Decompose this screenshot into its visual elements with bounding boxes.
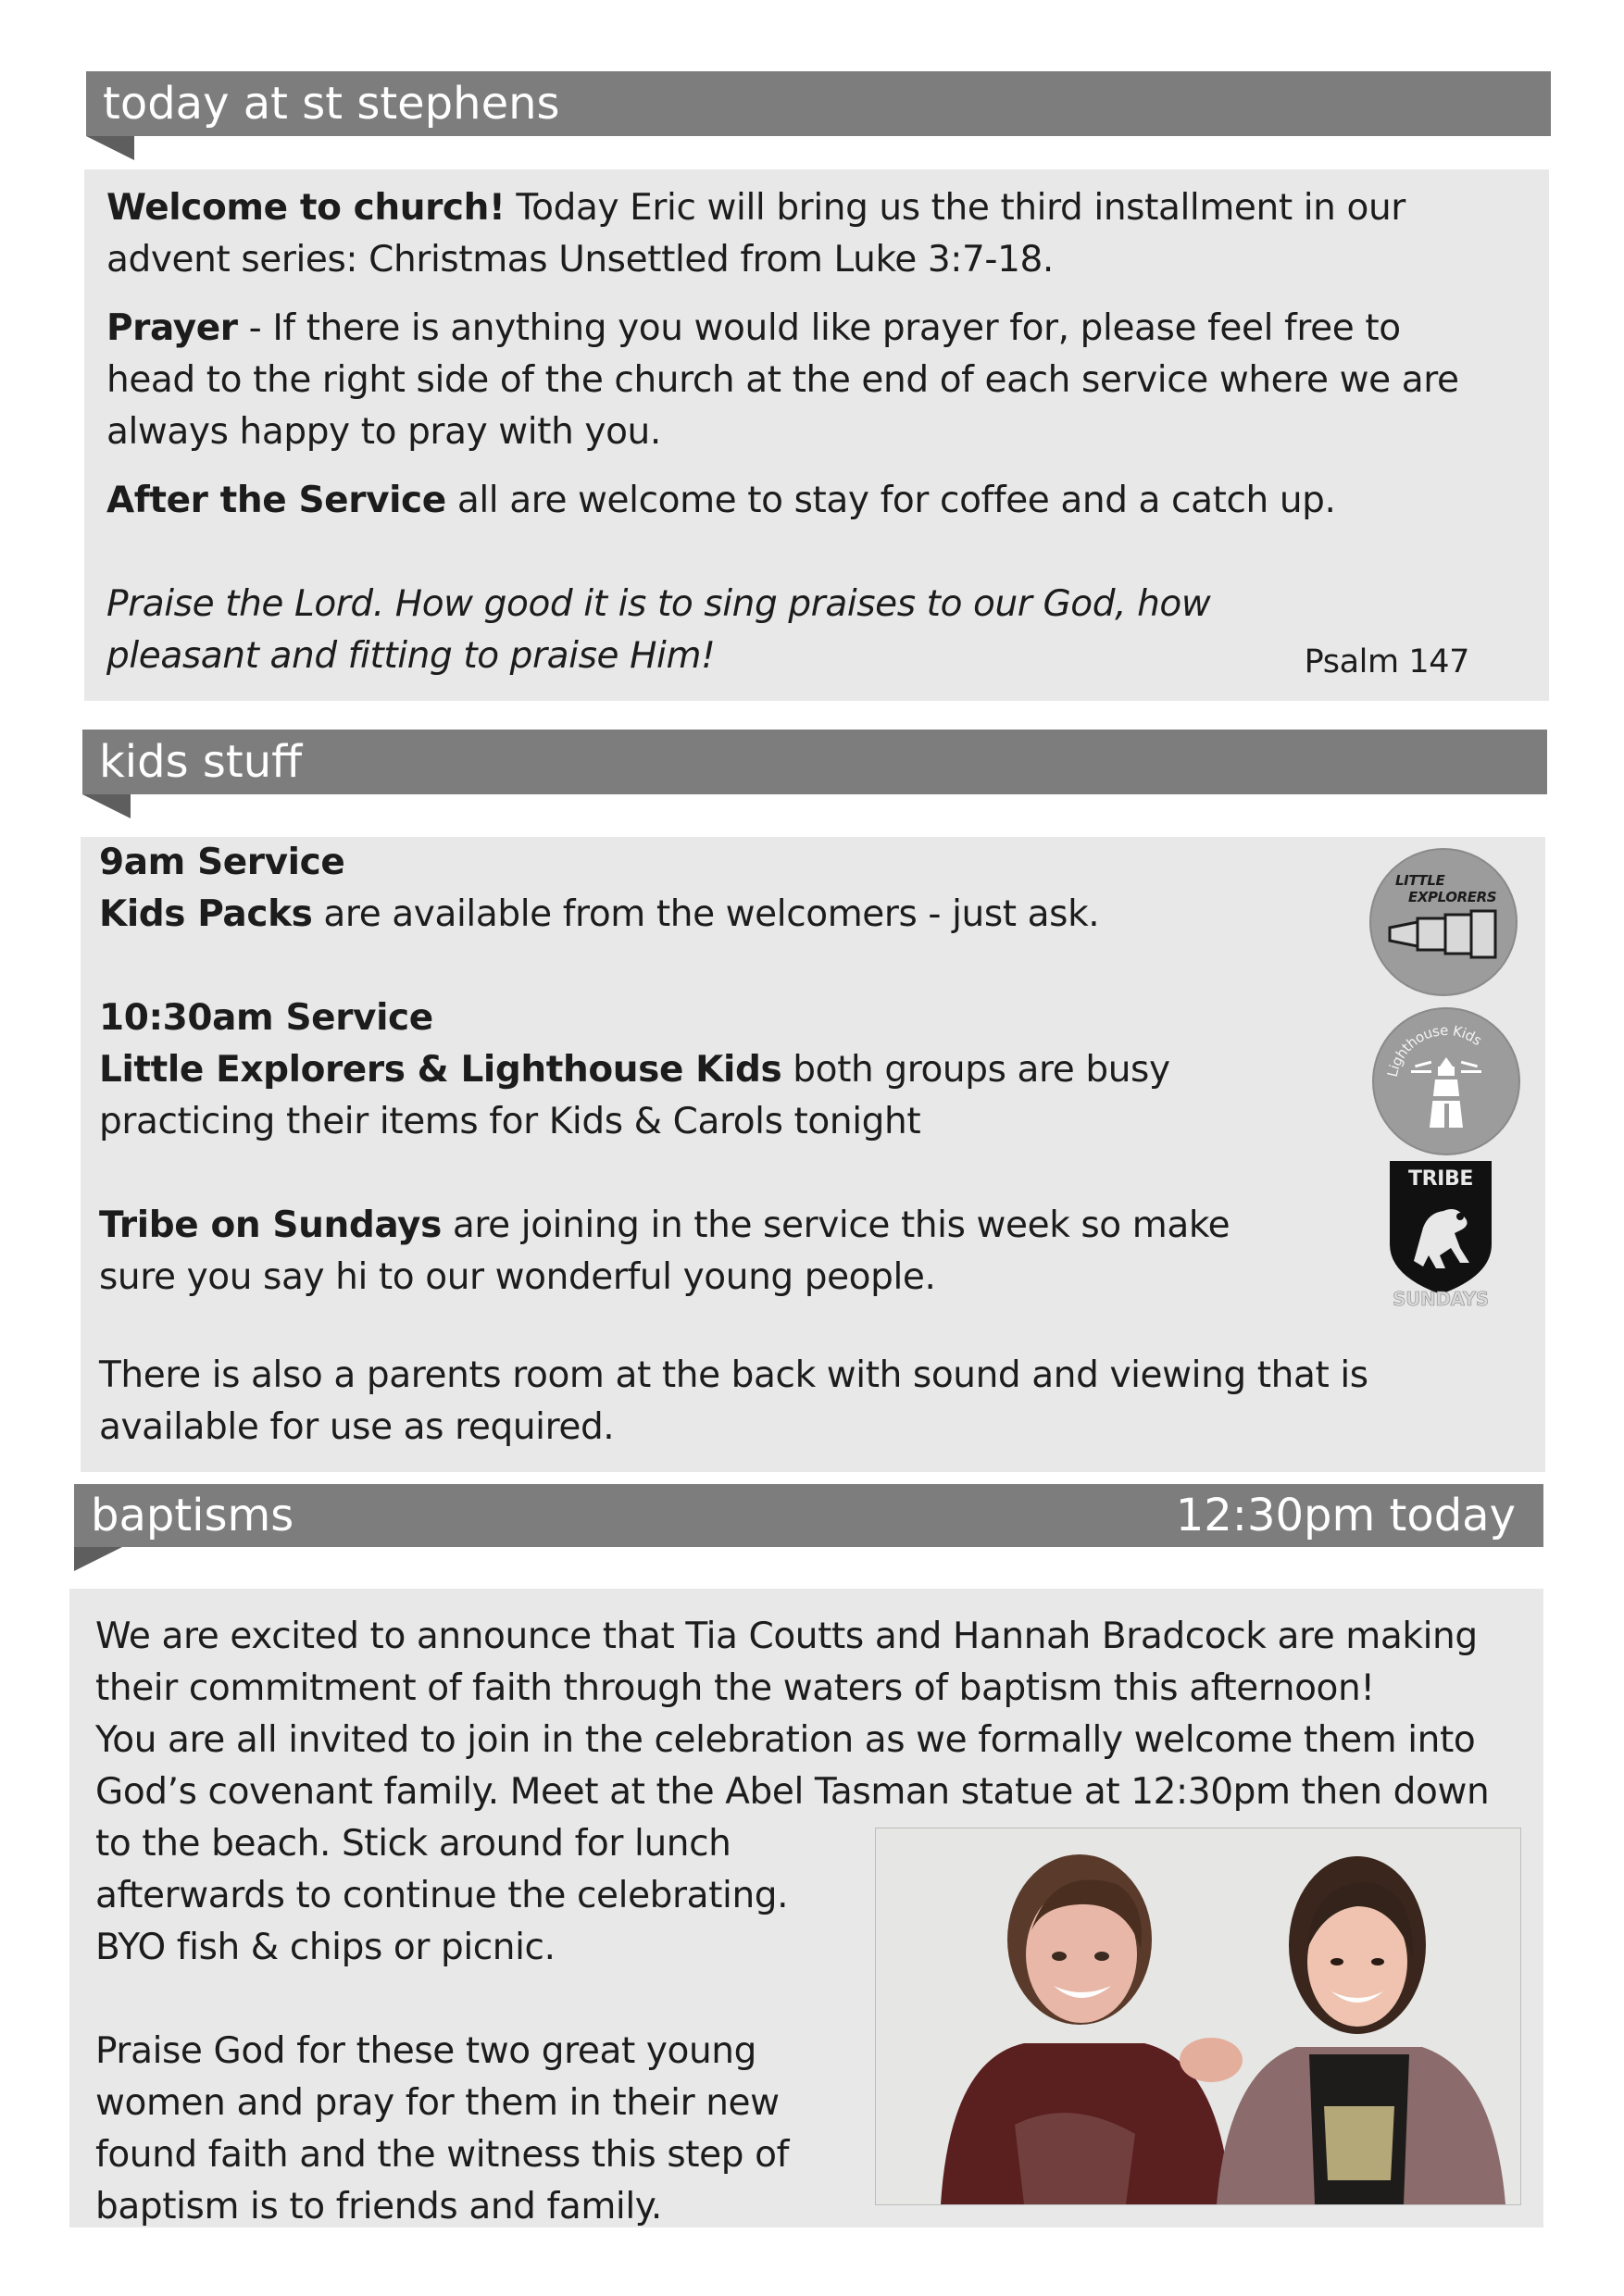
kids-packs-bold: Kids Packs: [99, 893, 313, 935]
kids-9am-block: [99, 837, 1314, 941]
welcome-text: Today Eric will bring us the third installment in our advent series: Christmas Unsettled from Luke 3:7-18.: [106, 187, 1405, 281]
lion-shield-icon: [1386, 1159, 1495, 1307]
header-fold-decoration: [82, 794, 131, 818]
after-service-paragraph: [106, 475, 1490, 527]
prayer-paragraph: [106, 303, 1490, 458]
section-header-baptisms: [74, 1484, 1543, 1547]
prayer-bold: Prayer: [106, 307, 238, 349]
kids-1030-block: [99, 992, 1314, 1148]
kids-groups-bold: Little Explorers & Lighthouse Kids: [99, 1049, 782, 1091]
welcome-bold: Welcome to church!: [106, 187, 506, 229]
two-women-photo-image: [876, 1828, 1520, 2204]
psalm-verse: [106, 579, 1490, 682]
lighthouse-icon: [1374, 1009, 1518, 1154]
little-explorers-logo: [1369, 848, 1518, 996]
svg-text:Lighthouse Kids: [1384, 1022, 1485, 1079]
tribe-text: are joining in the service this week so make sure you say hi to our wonderful young people.: [99, 1204, 1230, 1298]
baptism-candidates-photo: [875, 1828, 1521, 2205]
prayer-text: - If there is anything you would like prayer for, please feel free to head to the right side of the church at the end of each service where we are always happy to pray with you.: [106, 307, 1459, 453]
section-header-kids: [82, 730, 1547, 794]
after-service-text: all are welcome to stay for coffee and a catch up.: [445, 480, 1336, 521]
after-service-bold: After the Service: [106, 480, 446, 521]
parents-room-paragraph: [99, 1350, 1462, 1454]
baptism-announcement: [95, 1611, 1506, 1818]
tribe-logo-text: TRIBE: [1408, 1167, 1473, 1191]
section-title-kids: kids stuff: [99, 736, 303, 788]
tribe-sundays-logo: [1386, 1159, 1495, 1307]
tribe-sundays-text: SUNDAYS: [1393, 1288, 1489, 1307]
kids-9am-heading: 9am Service: [99, 842, 345, 883]
panel-baptisms: [69, 1589, 1543, 2227]
lighthouse-kids-logo: [1372, 1007, 1520, 1155]
psalm-reference: Psalm 147: [1304, 643, 1469, 680]
tribe-block: [99, 1200, 1314, 1304]
kids-packs-text: are available from the welcomers - just ask.: [312, 893, 1100, 935]
kids-groups-text: both groups are busy practicing their items for Kids & Carols tonight: [99, 1049, 1170, 1142]
baptism-para2: You are all invited to join in the celebration as we formally welcome them into God’s covenant family. Meet at the Abel Tasman statue at 12:30pm then down: [95, 1719, 1490, 1813]
baptism-para2-rest: to the beach. Stick around for lunch afterwards to continue the celebrating. BYO fish & chips or picnic.: [95, 1823, 789, 1968]
section-title-baptisms: baptisms: [91, 1490, 294, 1541]
welcome-paragraph: [106, 182, 1490, 286]
panel-kids: [81, 837, 1545, 1472]
baptism-details: [95, 1818, 818, 1974]
kids-1030-heading: 10:30am Service: [99, 997, 433, 1039]
panel-today: [84, 169, 1549, 701]
baptism-prayer: [95, 2026, 818, 2233]
header-fold-decoration: [86, 136, 134, 160]
baptism-para3: Praise God for these two great young women and pray for them in their new found faith and the witness this step of baptism is to friends and family.: [95, 2030, 789, 2227]
section-title-today: today at st stephens: [103, 78, 560, 130]
tribe-bold: Tribe on Sundays: [99, 1204, 442, 1246]
section-header-today: [86, 71, 1551, 136]
parents-room-text: There is also a parents room at the back with sound and viewing that is available for use as required.: [99, 1354, 1368, 1448]
baptism-para1: We are excited to announce that Tia Coutts and Hannah Bradcock are making their commitment of faith through the waters of baptism this afternoon!: [95, 1616, 1478, 1709]
psalm-verse-text: Praise the Lord. How good it is to sing praises to our God, how pleasant and fitting to praise Him!: [106, 583, 1211, 677]
baptism-time: 12:30pm today: [1175, 1490, 1516, 1541]
lighthouse-text: Lighthouse Kids: [1383, 1021, 1485, 1079]
little-explorers-text-2: EXPLORERS: [1408, 889, 1497, 905]
telescope-icon: [1371, 850, 1516, 994]
little-explorers-text-1: LITTLE: [1395, 872, 1445, 889]
header-fold-decoration: [74, 1547, 122, 1571]
